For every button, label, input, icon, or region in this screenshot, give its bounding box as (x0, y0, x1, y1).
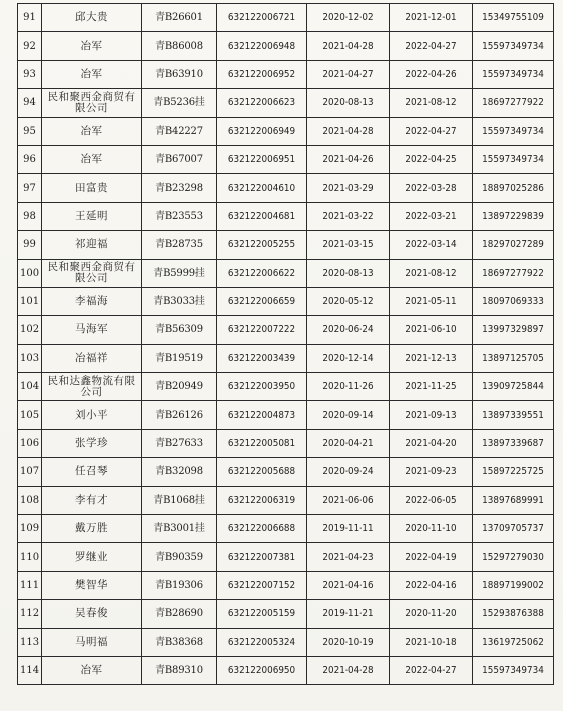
start-date-cell: 2020-06-24 (307, 316, 390, 344)
row-number-cell: 109 (18, 515, 42, 543)
permit-number-cell: 632122004610 (217, 174, 307, 202)
table-row (18, 515, 554, 543)
table-row (18, 543, 554, 571)
permit-number-cell: 632122006951 (217, 145, 307, 173)
permit-number-cell: 632122006659 (217, 287, 307, 315)
owner-name-cell: 马海军 (42, 316, 142, 344)
owner-name-cell: 王延明 (42, 202, 142, 230)
owner-name-cell: 马明福 (42, 628, 142, 656)
table-row (18, 174, 554, 202)
owner-name-cell: 冶军 (42, 656, 142, 684)
row-number-cell: 106 (18, 429, 42, 457)
plate-number-cell: 青B19306 (142, 571, 217, 599)
owner-name-cell: 民和聚西金商贸有限公司 (42, 259, 142, 287)
start-date-cell: 2021-03-29 (307, 174, 390, 202)
start-date-cell: 2020-12-02 (307, 4, 390, 32)
owner-name-cell: 冶军 (42, 117, 142, 145)
permit-number-cell: 632122005324 (217, 628, 307, 656)
end-date-cell: 2021-09-13 (390, 401, 473, 429)
permit-number-cell: 632122006622 (217, 259, 307, 287)
row-number-cell: 114 (18, 656, 42, 684)
owner-name-cell: 民和达鑫物流有限公司 (42, 373, 142, 401)
phone-number-cell: 13897339687 (473, 429, 554, 457)
plate-number-cell: 青B86008 (142, 32, 217, 60)
start-date-cell: 2020-04-21 (307, 429, 390, 457)
plate-number-cell: 青B26601 (142, 4, 217, 32)
plate-number-cell: 青B89310 (142, 656, 217, 684)
plate-number-cell: 青B20949 (142, 373, 217, 401)
end-date-cell: 2021-08-12 (390, 89, 473, 117)
end-date-cell: 2022-04-16 (390, 571, 473, 599)
phone-number-cell: 15349755109 (473, 4, 554, 32)
row-number-cell: 101 (18, 287, 42, 315)
row-number-cell: 100 (18, 259, 42, 287)
table-row (18, 401, 554, 429)
phone-number-cell: 18097069333 (473, 287, 554, 315)
owner-name-cell: 冶军 (42, 60, 142, 88)
end-date-cell: 2021-09-23 (390, 458, 473, 486)
owner-name-cell: 邱大贵 (42, 4, 142, 32)
plate-number-cell: 青B38368 (142, 628, 217, 656)
row-number-cell: 99 (18, 231, 42, 259)
permit-number-cell: 632122004681 (217, 202, 307, 230)
row-number-cell: 98 (18, 202, 42, 230)
phone-number-cell: 13997329897 (473, 316, 554, 344)
permit-number-cell: 632122006319 (217, 486, 307, 514)
row-number-cell: 95 (18, 117, 42, 145)
end-date-cell: 2022-03-14 (390, 231, 473, 259)
table-row (18, 60, 554, 88)
owner-name-cell: 张学珍 (42, 429, 142, 457)
row-number-cell: 97 (18, 174, 42, 202)
plate-number-cell: 青B23553 (142, 202, 217, 230)
permit-number-cell: 632122006952 (217, 60, 307, 88)
phone-number-cell: 13897689991 (473, 486, 554, 514)
permit-number-cell: 632122007152 (217, 571, 307, 599)
owner-name-cell: 罗继业 (42, 543, 142, 571)
start-date-cell: 2021-03-22 (307, 202, 390, 230)
permit-number-cell: 632122006721 (217, 4, 307, 32)
start-date-cell: 2020-10-19 (307, 628, 390, 656)
permit-number-cell: 632122006950 (217, 656, 307, 684)
row-number-cell: 107 (18, 458, 42, 486)
start-date-cell: 2021-04-27 (307, 60, 390, 88)
end-date-cell: 2022-04-27 (390, 117, 473, 145)
plate-number-cell: 青B27633 (142, 429, 217, 457)
start-date-cell: 2021-04-28 (307, 656, 390, 684)
table-row (18, 287, 554, 315)
start-date-cell: 2021-06-06 (307, 486, 390, 514)
table-row (18, 316, 554, 344)
plate-number-cell: 青B5999挂 (142, 259, 217, 287)
end-date-cell: 2020-11-20 (390, 600, 473, 628)
phone-number-cell: 18897025286 (473, 174, 554, 202)
plate-number-cell: 青B63910 (142, 60, 217, 88)
owner-name-cell: 李有才 (42, 486, 142, 514)
start-date-cell: 2021-04-26 (307, 145, 390, 173)
end-date-cell: 2022-04-26 (390, 60, 473, 88)
plate-number-cell: 青B19519 (142, 344, 217, 372)
end-date-cell: 2021-08-12 (390, 259, 473, 287)
row-number-cell: 113 (18, 628, 42, 656)
plate-number-cell: 青B90359 (142, 543, 217, 571)
start-date-cell: 2020-12-14 (307, 344, 390, 372)
phone-number-cell: 13709705737 (473, 515, 554, 543)
phone-number-cell: 15597349734 (473, 60, 554, 88)
permit-number-cell: 632122005081 (217, 429, 307, 457)
plate-number-cell: 青B28690 (142, 600, 217, 628)
phone-number-cell: 13897229839 (473, 202, 554, 230)
plate-number-cell: 青B32098 (142, 458, 217, 486)
permit-number-cell: 632122003439 (217, 344, 307, 372)
permit-number-cell: 632122005688 (217, 458, 307, 486)
end-date-cell: 2021-11-25 (390, 373, 473, 401)
permit-number-cell: 632122007381 (217, 543, 307, 571)
start-date-cell: 2020-08-13 (307, 259, 390, 287)
end-date-cell: 2022-04-27 (390, 656, 473, 684)
end-date-cell: 2022-04-25 (390, 145, 473, 173)
end-date-cell: 2020-11-10 (390, 515, 473, 543)
table-row (18, 4, 554, 32)
table-row (18, 117, 554, 145)
table-row (18, 373, 554, 401)
owner-name-cell: 吴春俊 (42, 600, 142, 628)
phone-number-cell: 15293876388 (473, 600, 554, 628)
row-number-cell: 96 (18, 145, 42, 173)
end-date-cell: 2021-06-10 (390, 316, 473, 344)
start-date-cell: 2020-11-26 (307, 373, 390, 401)
table-row (18, 89, 554, 117)
owner-name-cell: 冶军 (42, 32, 142, 60)
row-number-cell: 111 (18, 571, 42, 599)
plate-number-cell: 青B1068挂 (142, 486, 217, 514)
row-number-cell: 104 (18, 373, 42, 401)
permit-number-cell: 632122006623 (217, 89, 307, 117)
table-row (18, 145, 554, 173)
phone-number-cell: 13897125705 (473, 344, 554, 372)
table-row (18, 628, 554, 656)
row-number-cell: 94 (18, 89, 42, 117)
start-date-cell: 2021-04-16 (307, 571, 390, 599)
row-number-cell: 103 (18, 344, 42, 372)
end-date-cell: 2021-04-20 (390, 429, 473, 457)
end-date-cell: 2022-03-21 (390, 202, 473, 230)
owner-name-cell: 樊智华 (42, 571, 142, 599)
permit-number-cell: 632122007222 (217, 316, 307, 344)
table-row (18, 344, 554, 372)
start-date-cell: 2019-11-11 (307, 515, 390, 543)
phone-number-cell: 13619725062 (473, 628, 554, 656)
end-date-cell: 2021-05-11 (390, 287, 473, 315)
end-date-cell: 2022-04-19 (390, 543, 473, 571)
owner-name-cell: 冶军 (42, 145, 142, 173)
plate-number-cell: 青B26126 (142, 401, 217, 429)
row-number-cell: 110 (18, 543, 42, 571)
table-body (18, 4, 554, 685)
table-row (18, 259, 554, 287)
plate-number-cell: 青B3033挂 (142, 287, 217, 315)
plate-number-cell: 青B42227 (142, 117, 217, 145)
owner-name-cell: 刘小平 (42, 401, 142, 429)
plate-number-cell: 青B3001挂 (142, 515, 217, 543)
end-date-cell: 2022-06-05 (390, 486, 473, 514)
start-date-cell: 2021-03-15 (307, 231, 390, 259)
end-date-cell: 2022-04-27 (390, 32, 473, 60)
phone-number-cell: 15597349734 (473, 656, 554, 684)
table-row (18, 571, 554, 599)
table-row (18, 486, 554, 514)
start-date-cell: 2020-05-12 (307, 287, 390, 315)
end-date-cell: 2021-10-18 (390, 628, 473, 656)
row-number-cell: 102 (18, 316, 42, 344)
phone-number-cell: 15597349734 (473, 145, 554, 173)
row-number-cell: 105 (18, 401, 42, 429)
plate-number-cell: 青B23298 (142, 174, 217, 202)
row-number-cell: 92 (18, 32, 42, 60)
phone-number-cell: 15597349734 (473, 32, 554, 60)
owner-name-cell: 祁迎福 (42, 231, 142, 259)
plate-number-cell: 青B5236挂 (142, 89, 217, 117)
owner-name-cell: 任召琴 (42, 458, 142, 486)
table-row (18, 600, 554, 628)
phone-number-cell: 18697277922 (473, 259, 554, 287)
permit-number-cell: 632122005255 (217, 231, 307, 259)
phone-number-cell: 15297279030 (473, 543, 554, 571)
vehicle-registry-table (17, 3, 554, 685)
owner-name-cell: 李福海 (42, 287, 142, 315)
end-date-cell: 2021-12-13 (390, 344, 473, 372)
table-row (18, 429, 554, 457)
end-date-cell: 2021-12-01 (390, 4, 473, 32)
owner-name-cell: 冶福祥 (42, 344, 142, 372)
phone-number-cell: 15897225725 (473, 458, 554, 486)
phone-number-cell: 13897339551 (473, 401, 554, 429)
phone-number-cell: 18897199002 (473, 571, 554, 599)
owner-name-cell: 田富贵 (42, 174, 142, 202)
table-row (18, 231, 554, 259)
plate-number-cell: 青B67007 (142, 145, 217, 173)
permit-number-cell: 632122004873 (217, 401, 307, 429)
row-number-cell: 108 (18, 486, 42, 514)
owner-name-cell: 民和聚西金商贸有限公司 (42, 89, 142, 117)
permit-number-cell: 632122006948 (217, 32, 307, 60)
owner-name-cell: 戴万胜 (42, 515, 142, 543)
start-date-cell: 2020-09-24 (307, 458, 390, 486)
row-number-cell: 93 (18, 60, 42, 88)
row-number-cell: 91 (18, 4, 42, 32)
permit-number-cell: 632122003950 (217, 373, 307, 401)
permit-number-cell: 632122006949 (217, 117, 307, 145)
start-date-cell: 2021-04-28 (307, 117, 390, 145)
start-date-cell: 2020-08-13 (307, 89, 390, 117)
phone-number-cell: 13909725844 (473, 373, 554, 401)
phone-number-cell: 18297027289 (473, 231, 554, 259)
table-row (18, 202, 554, 230)
plate-number-cell: 青B28735 (142, 231, 217, 259)
table-row (18, 458, 554, 486)
phone-number-cell: 18697277922 (473, 89, 554, 117)
start-date-cell: 2020-09-14 (307, 401, 390, 429)
row-number-cell: 112 (18, 600, 42, 628)
table-row (18, 32, 554, 60)
plate-number-cell: 青B56309 (142, 316, 217, 344)
phone-number-cell: 15597349734 (473, 117, 554, 145)
permit-number-cell: 632122005159 (217, 600, 307, 628)
start-date-cell: 2019-11-21 (307, 600, 390, 628)
permit-number-cell: 632122006688 (217, 515, 307, 543)
start-date-cell: 2021-04-28 (307, 32, 390, 60)
end-date-cell: 2022-03-28 (390, 174, 473, 202)
table-row (18, 656, 554, 684)
start-date-cell: 2021-04-23 (307, 543, 390, 571)
